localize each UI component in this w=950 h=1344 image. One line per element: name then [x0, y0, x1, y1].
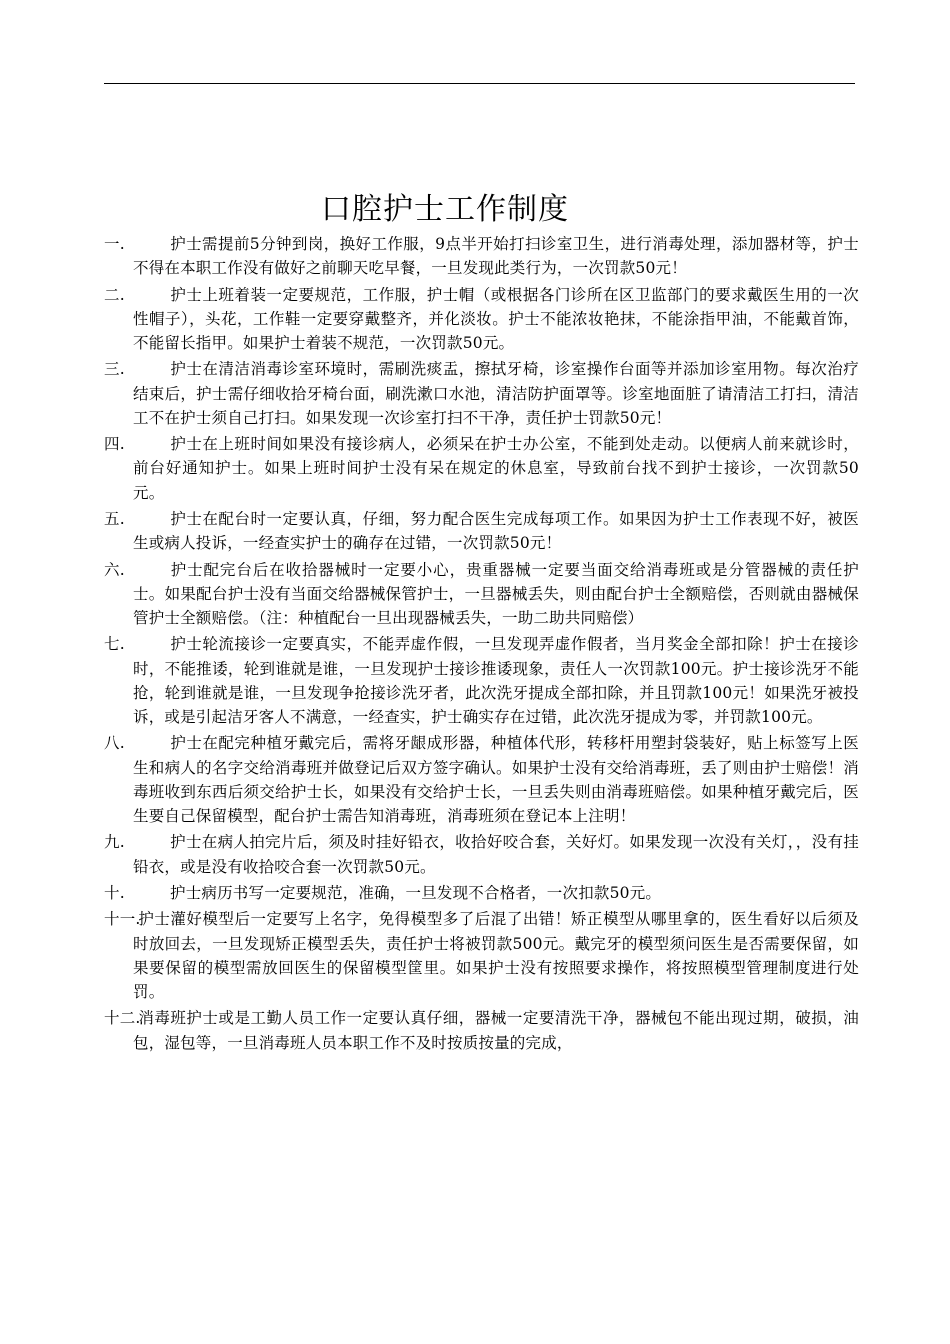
rule-number: 十一.	[104, 910, 141, 929]
header-rule	[104, 83, 855, 84]
page-title: 口腔护士工作制度	[321, 192, 569, 227]
rule-item	[104, 357, 859, 430]
rule-item	[104, 881, 859, 905]
rule-item	[104, 907, 859, 1004]
rule-item	[104, 632, 859, 729]
rule-item	[104, 558, 859, 631]
rule-text: 护士灌好模型后一定要写上名字，免得模型多了后混了出错！矫正模型从哪里拿的，医生看好以后须及时放回去，一旦发现矫正模型丢失，责任护士将被罚款500元。戴完牙的模型须问医生是否需要保留，如果要保留的模型需放回医生的保留模型筐里。如果护士没有按照要求操作，将按照模型管理制度进行处罚。	[133, 910, 859, 1001]
rule-text: 护士需提前5分钟到岗，换好工作服，9点半开始打扫诊室卫生，进行消毒处理，添加器材等，护士不得在本职工作没有做好之前聊天吃早餐，一旦发现此类行为，一次罚款50元！	[133, 235, 859, 278]
rule-text: 护士在配台时一定要认真，仔细，努力配合医生完成每项工作。如果因为护士工作表现不好，被医生或病人投诉，一经查实护士的确存在过错，一次罚款50元！	[133, 509, 859, 553]
rule-text: 护士在上班时间如果没有接诊病人，必须呆在护士办公室，不能到处走动。以便病人前来就诊时，前台好通知护士。如果上班时间护士没有呆在规定的休息室，导致前台找不到护士接诊，一次罚款50元。	[133, 435, 859, 502]
rule-text: 护士上班着装一定要规范，工作服，护士帽（或根据各门诊所在区卫监部门的要求戴医生用的一次性帽子），头花，工作鞋一定要穿戴整齐，并化淡妆。护士不能浓妆艳抹，不能涂指甲油，不能戴首饰，不能留长指甲。如果护士着装不规范，一次罚款50元。	[133, 285, 859, 352]
rule-number: 三.	[104, 360, 125, 379]
rule-text: 护士在配完种植牙戴完后，需将牙龈成形器，种植体代形，转移杆用塑封袋装好，贴上标签写上医生和病人的名字交给消毒班并做登记后双方签字确认。如果护士没有交给消毒班，丢了则由护士赔偿！消毒班收到东西后须交给护士长，如果没有交给护士长，一旦丢失则由消毒班赔偿。如果种植牙戴完后，医生要自己保留模型，配台护士需告知消毒班，消毒班须在登记本上注明！	[133, 734, 859, 825]
rule-item	[104, 232, 859, 280]
rule-number: 五.	[104, 509, 125, 528]
rule-text: 护士配完台后在收拾器械时一定要小心，贵重器械一定要当面交给消毒班或是分管器械的责任护士。如果配台护士没有当面交给器械保管护士，一旦器械丢失，则由配台护士全额赔偿，否则就由器械保管护士全额赔偿。（注：种植配台一旦出现器械丢失，一助二助共同赔偿）	[133, 560, 859, 627]
rule-number: 二.	[104, 285, 125, 304]
rule-number: 十.	[104, 883, 125, 902]
rule-number: 四.	[104, 435, 125, 454]
rule-text: 护士病历书写一定要规范，准确，一旦发现不合格者，一次扣款50元。	[170, 883, 662, 902]
rule-item	[104, 432, 859, 505]
rule-number: 六.	[104, 560, 125, 579]
rule-item	[104, 283, 859, 356]
rule-item	[104, 507, 859, 555]
rule-item	[104, 731, 859, 828]
rule-text: 护士在清洁消毒诊室环境时，需刷洗痰盂，擦拭牙椅，诊室操作台面等并添加诊室用物。每次治疗结束后，护士需仔细收拾牙椅台面，刷洗漱口水池，清洁防护面罩等。诊室地面脏了请清洁工打扫，清洁工不在护士须自己打扫。如果发现一次诊室打扫不干净，责任护士罚款50元！	[133, 360, 859, 427]
rule-text: 护士在病人拍完片后，须及时挂好铅衣，收拾好咬合套，关好灯。如果发现一次没有关灯，，没有挂铅衣，或是没有收拾咬合套一次罚款50元。	[133, 833, 859, 876]
rules-list	[104, 232, 859, 1057]
rule-item	[104, 1006, 859, 1054]
rule-text: 消毒班护士或是工勤人员工作一定要认真仔细，器械一定要清洗干净，器械包不能出现过期，破损，油包，湿包等，一旦消毒班人员本职工作不及时按质按量的完成，	[133, 1009, 859, 1052]
rule-item	[104, 830, 859, 878]
rule-text: 护士轮流接诊一定要真实，不能弄虚作假，一旦发现弄虚作假者，当月奖金全部扣除！护士在接诊时，不能推诿，轮到谁就是谁，一旦发现护士接诊推诿现象，责任人一次罚款100元。护士接诊洗牙不能抢，轮到谁就是谁，一旦发现争抢接诊洗牙者，此次洗牙提成全部扣除，并且罚款100元！如果洗牙被投诉，或是引起洁牙客人不满意，一经查实，护士确实存在过错，此次洗牙提成为零，并罚款100元。	[133, 635, 859, 726]
rule-number: 十二.	[104, 1009, 141, 1028]
rule-number: 一.	[104, 235, 125, 253]
rule-number: 八.	[104, 734, 125, 753]
rule-number: 九.	[104, 833, 125, 852]
rule-number: 七.	[104, 635, 125, 654]
